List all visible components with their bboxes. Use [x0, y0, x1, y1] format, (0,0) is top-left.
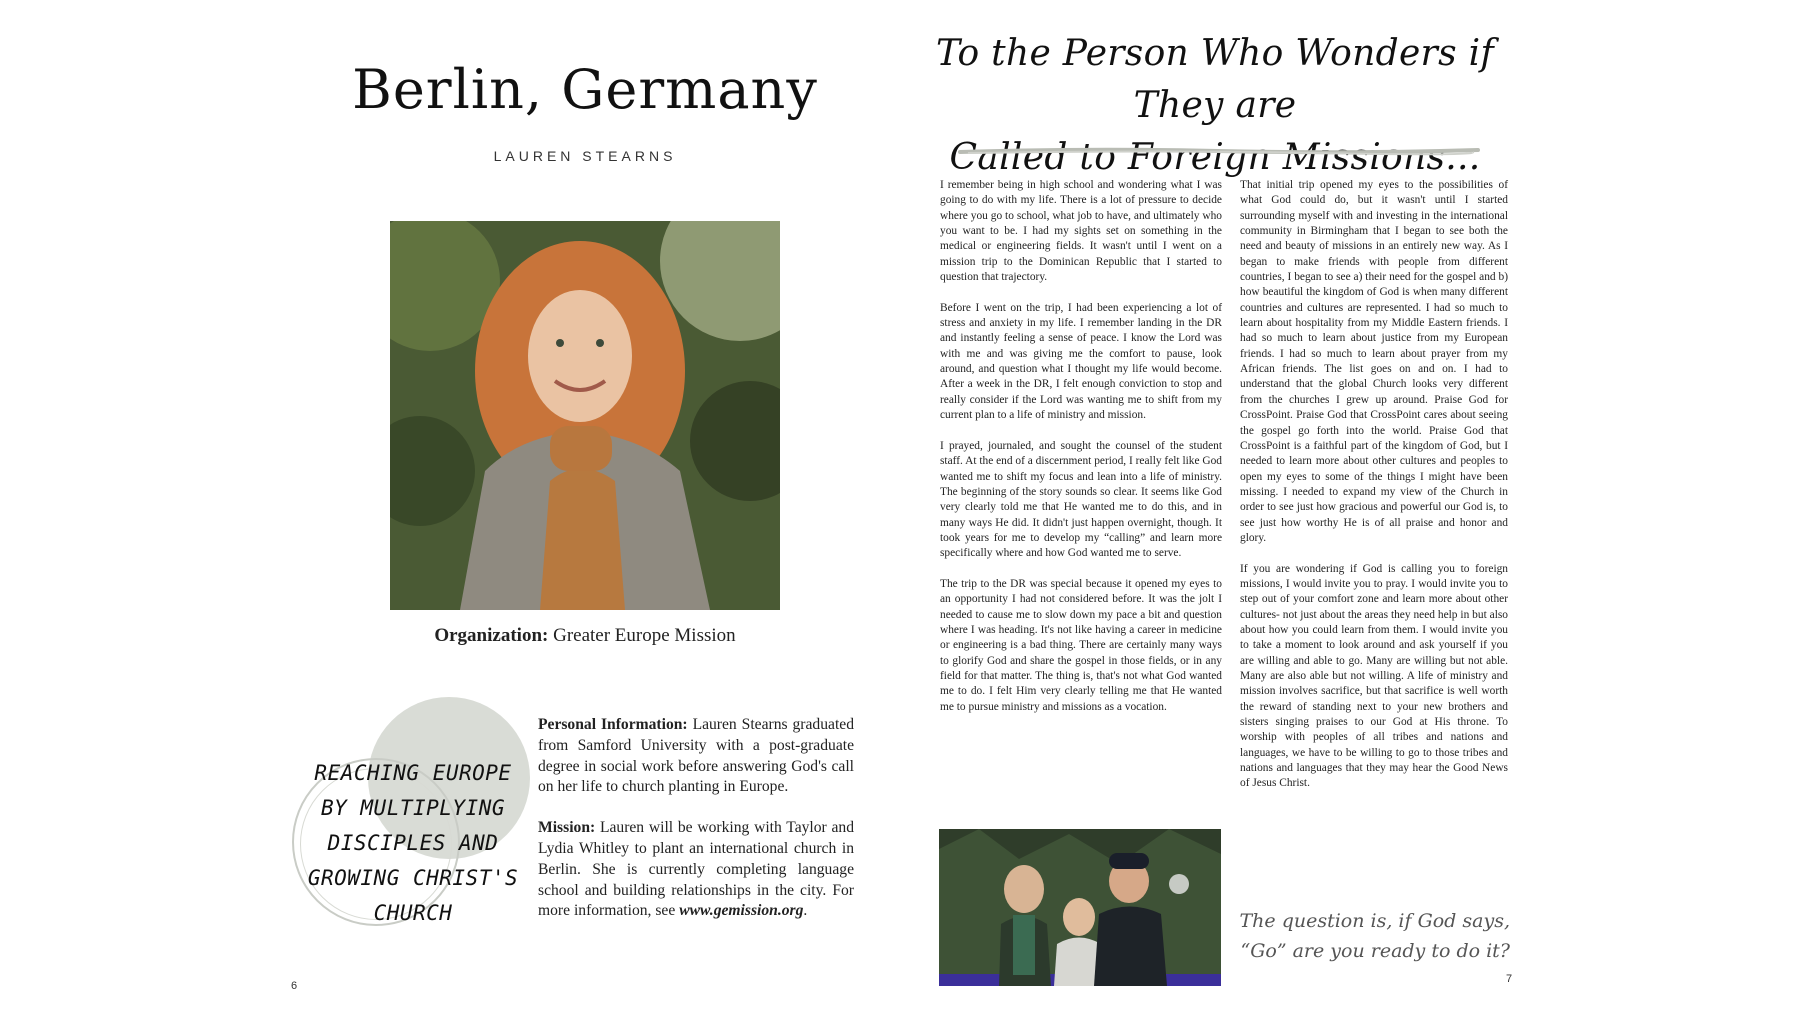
article-title-line1: To the Person Who Wonders if They are — [935, 33, 1495, 126]
page-number-left: 6 — [291, 980, 298, 992]
brush-divider — [958, 146, 1480, 156]
mission-link[interactable]: www.gemission.org — [679, 902, 804, 920]
article-paragraph: If you are wondering if God is calling you to foreign missions, I would invite you to pray. I would invite you to step out of your comfort zone and learn more about other cultures- not just about the areas they need help in but also about how you could learn from them. I would invite you to take a moment to look around and ask yourself if you are willing and able to go. Many are willing but not able. Many are also able but not willing. A life of ministry and mission involves sacrifice, but that sacrifice is well worth the reward of standing next to your new brothers and sisters singing praises to our God at His throne. To worship with peoples of all tribes and nations and languages, we have to be willing to go to those tribes and nations and languages that they may hear the Good News of Jesus Christ. — [1240, 562, 1508, 790]
group-photo — [939, 829, 1221, 986]
organization-label: Organization: — [434, 625, 549, 646]
mission-text: Lauren will be working with Taylor and Lydia Whitley to plant an international church in Berlin. She is currently completing language school and building relationships in the city. For more information, see — [538, 819, 854, 920]
article-paragraph: The trip to the DR was special because it opened my eyes to an opportunity I had not considered before. It was the jolt I needed to cause me to slow down my pace a bit and question where I was heading. It's not like having a career in medicine or engineering is a bad thing. There are certainly many ways to glorify God and share the gospel in those fields, or in any field for that matter. The thing is, that's not what God wanted me to do. I felt Him very clearly telling me that He wanted me to pursue ministry and missions as a vocation. — [940, 577, 1222, 713]
page-title: Berlin, Germany — [352, 58, 818, 121]
mission-tagline: REACHING EUROPE BY MULTIPLYING DISCIPLES AND GROWING CHRIST'S CHURCH — [307, 761, 519, 925]
page-number-right: 7 — [1506, 973, 1513, 985]
mission-label: Mission: — [538, 819, 596, 837]
closing-question-line1: The question is, if God says, — [1239, 910, 1510, 932]
organization-value: Greater Europe Mission — [553, 625, 736, 646]
group-photo-illustration — [939, 829, 1221, 986]
article-title — [930, 28, 1500, 184]
portrait-photo — [390, 221, 780, 610]
organization-line — [330, 625, 840, 647]
portrait-illustration — [390, 221, 780, 610]
article-paragraph: I prayed, journaled, and sought the counsel of the student staff. At the end of a discernment period, I really felt like God wanted me to shift my focus and lean into a life of ministry. The beginning of the story sounds so clear. It seems like God very clearly told me that He wanted me to do this, and in many ways He did. It didn't just happen overnight, though. It took years for me to develop my “calling” and learn more specifically where and how God wanted me to serve. — [940, 439, 1222, 560]
personal-info-paragraph — [538, 715, 854, 798]
closing-question-line2: “Go” are you ready to do it? — [1240, 940, 1510, 962]
article-column-right — [1240, 178, 1508, 807]
info-column — [538, 715, 854, 942]
mission-end: . — [803, 902, 808, 920]
article-paragraph: Before I went on the trip, I had been experiencing a lot of stress and anxiety in my life. I remember landing in the DR and instantly feeling a sense of peace. I know the Lord was with me and was giving me the comfort to pause, look around, and question what I thought my life would become. After a week in the DR, I felt enough conviction to stop and really consider if the Lord was wanting me to shift from my current plan to a life of ministry and mission. — [940, 301, 1222, 422]
personal-info-text: Lauren Stearns graduated from Samford University with a post-graduate degree in social work before answering God's call on her life to church planting in Europe. — [538, 716, 854, 796]
closing-question — [1238, 906, 1510, 966]
mission-paragraph — [538, 818, 854, 922]
article-title-line2: Called to Foreign Missions... — [949, 137, 1481, 178]
article-column-left — [940, 178, 1222, 730]
article-paragraph: That initial trip opened my eyes to the possibilities of what God could do, but it wasn't until I started surrounding myself with and investing in the international community in Birmingham that I began to see both the need and beauty of missions in an entirely new way. As I began to make friends with people from different countries, I began to see a) their need for the gospel and b) how beautiful the kingdom of God is when many different countries and cultures are represented. I had so much to learn about hospitality from my Middle Eastern friends. I had so much to learn about justice from my European friends. I had so much to learn about prayer from my African friends. The list goes on and on. I had to understand that the global Church looks very different from the churches I grew up around. Praise God for CrossPoint. Praise God that CrossPoint cares about seeing the gospel go forth into the world. Praise God that CrossPoint is a faithful part of the kingdom of God, but I needed to learn more about other cultures and peoples to open my eyes to some of the things I might have been missing. I needed to expand my view of the Church in order to see just how gracious and powerful our God is, to see just how worthy He is of all praise and honor and glory. — [1240, 179, 1508, 544]
article-paragraph: I remember being in high school and wondering what I was going to do with my life. There is a lot of pressure to decide where you go to school, what job to have, and ultimately who you want to be. I had my sights set on something in the medical or engineering fields. It wasn't until I went on a mission trip to the Dominican Republic that I started to question that trajectory. — [940, 179, 1222, 284]
personal-info-label: Personal Information: — [538, 716, 688, 733]
author-name: LAUREN STEARNS — [493, 148, 677, 164]
